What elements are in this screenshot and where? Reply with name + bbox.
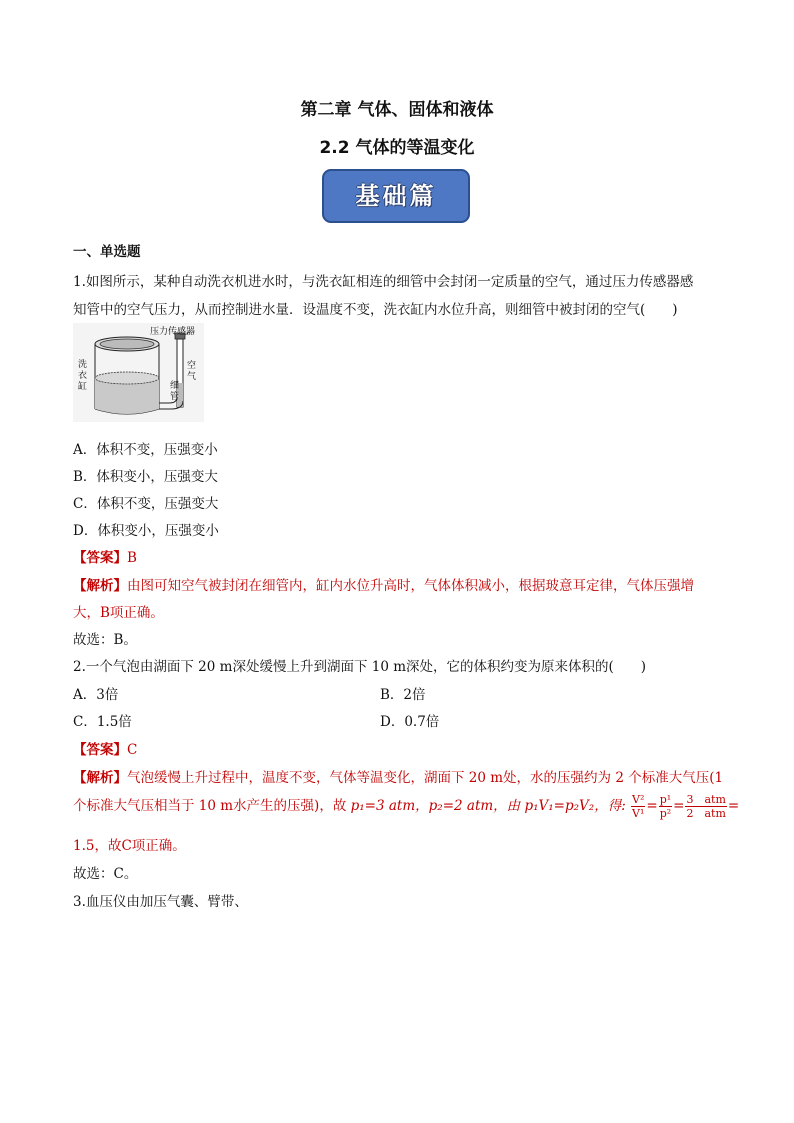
answer-label: 【答案】 bbox=[73, 550, 127, 566]
section-title: 2.2 气体的等温变化 bbox=[319, 138, 475, 158]
q2-options-row2 bbox=[73, 710, 440, 730]
q1-stem-line1: 1.如图所示，某种自动洗衣机进水时，与洗衣缸相连的细管中会封闭一定质量的空气，通过压力传感器感 bbox=[73, 274, 694, 290]
analysis-label: 【解析】 bbox=[73, 578, 127, 594]
q2-stem: 2.一个气泡由湖面下 20 m深处缓慢上升到湖面下 10 m深处，它的体积约变为原来体积的( ) bbox=[73, 659, 647, 675]
q2-option-c: C．1.5倍 bbox=[73, 714, 132, 730]
q2-answer bbox=[73, 738, 137, 758]
chapter-title: 第二章 气体、固体和液体 bbox=[300, 100, 494, 120]
q1-analysis-line1 bbox=[73, 574, 694, 594]
tube-label: 细管 bbox=[170, 381, 180, 402]
q2-analysis-line1 bbox=[73, 766, 723, 786]
q2-analysis-line2 bbox=[73, 793, 739, 820]
q2-option-b: B．2倍 bbox=[380, 687, 426, 703]
q1-option-b: B．体积变小，压强变大 bbox=[73, 469, 218, 485]
answer-value: B bbox=[127, 550, 137, 566]
equals-sign: = bbox=[646, 798, 658, 814]
washing-machine-figure bbox=[73, 323, 204, 422]
analysis-text: 由图可知空气被封闭在细管内，缸内水位升高时，气体体积减小，根据玻意耳定律，气体压强增 bbox=[127, 578, 694, 594]
washing-machine-diagram bbox=[73, 323, 204, 422]
analysis-text-b: p₁=3 atm，p₂=2 atm，由 p₁V₁=p₂V₂，得: bbox=[350, 798, 631, 814]
q2-analysis-line3: 1.5，故C项正确。 bbox=[73, 838, 186, 854]
q2-option-d: D．0.7倍 bbox=[380, 714, 440, 730]
air-label: 空气 bbox=[187, 361, 197, 382]
q1-option-a: A．体积不变，压强变小 bbox=[73, 442, 218, 458]
answer-value: C bbox=[127, 742, 138, 758]
fraction-v: $\frac{\text{V²}}{\text{V¹}}$ bbox=[632, 793, 645, 820]
q1-option-c: C．体积不变，压强变大 bbox=[73, 496, 219, 512]
q1-stem-line2: 知管中的空气压力，从而控制进水量．设温度不变，洗衣缸内水位升高，则细管中被封闭的空气( ) bbox=[73, 302, 678, 318]
q2-options-row1 bbox=[73, 683, 426, 703]
q1-conclusion: 故选：B。 bbox=[73, 632, 137, 648]
analysis-label: 【解析】 bbox=[73, 770, 127, 786]
q1-analysis-line2: 大，B项正确。 bbox=[73, 605, 164, 621]
level-banner: 基础篇 bbox=[322, 169, 470, 223]
sensor-label: 压力传感器 bbox=[150, 327, 196, 337]
q2-option-a: A．3倍 bbox=[73, 687, 119, 703]
q1-option-d: D．体积变小，压强变小 bbox=[73, 523, 219, 539]
q1-answer bbox=[73, 546, 137, 566]
q2-conclusion: 故选：C。 bbox=[73, 866, 138, 882]
fraction-p: $\frac{\text{p¹}}{\text{p²}}$ bbox=[659, 793, 672, 820]
tank-label: 洗衣缸 bbox=[78, 360, 88, 392]
fraction-atm: $\frac{\text{3 atm}}{\text{2 atm}}$ bbox=[686, 793, 726, 820]
equals-sign: = bbox=[673, 798, 685, 814]
q3-stem: 3.血压仪由加压气囊、臂带、 bbox=[73, 894, 248, 910]
analysis-text: 气泡缓慢上升过程中，温度不变，气体等温变化，湖面下 20 m处，水的压强约为 2 个标准大气压(1 bbox=[127, 770, 724, 786]
analysis-text-a: 个标准大气压相当于 10 m水产生的压强)，故 bbox=[73, 798, 351, 814]
equals-sign: = bbox=[727, 798, 740, 814]
section-heading: 一、单选题 bbox=[73, 244, 141, 260]
answer-label: 【答案】 bbox=[73, 742, 127, 758]
